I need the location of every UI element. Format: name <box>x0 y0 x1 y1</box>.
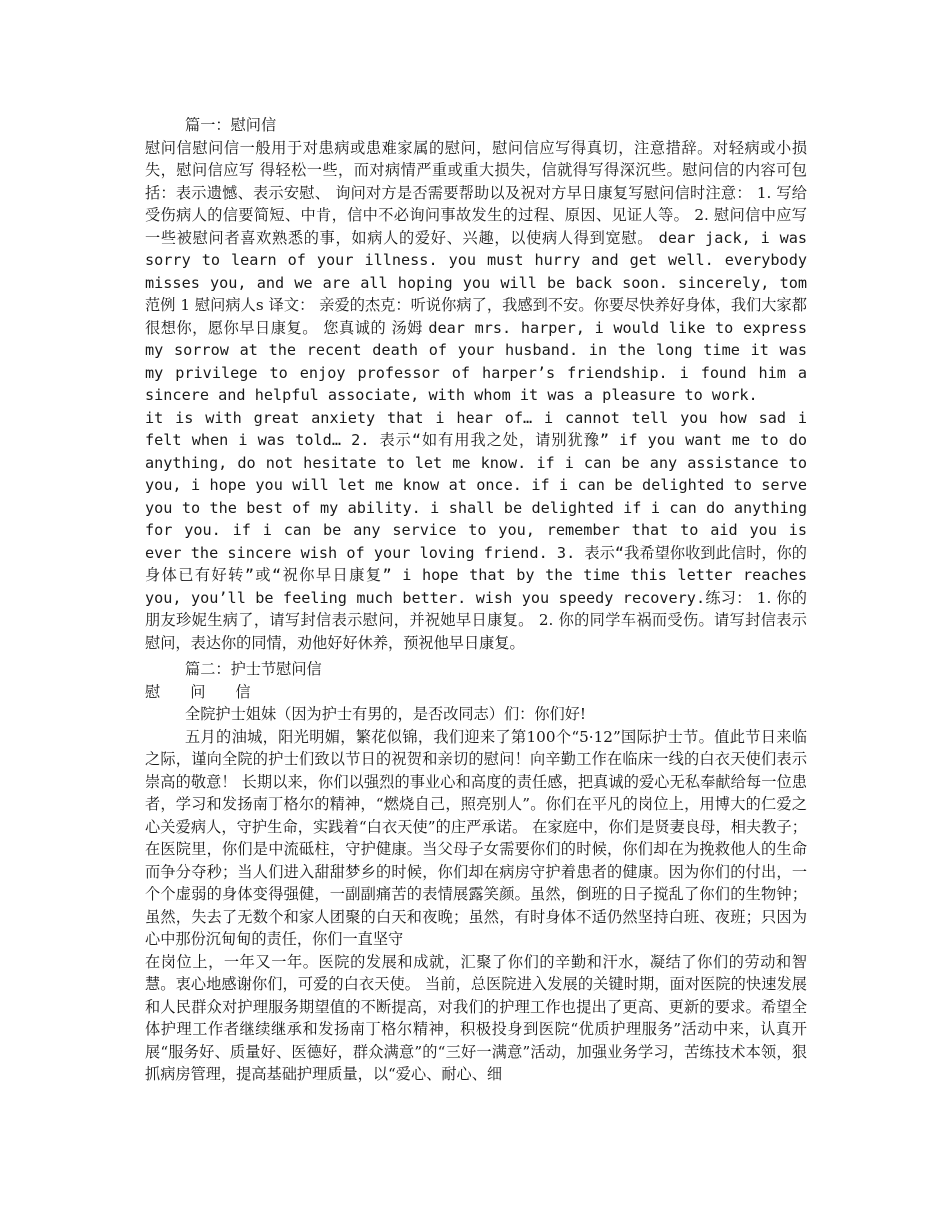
example1-translation: 范例 1 慰问病人s 译文： 亲爱的杰克：听说你病了，我感到不安。你要尽快养好身体，我们大家都很想你，愿你早日康复。 您真诚的 汤姆 <box>145 296 807 337</box>
example1-english: dear jack, i was sorry to learn of your illness. you must hurry and get well. everybody misses you, and we are all hoping you will be back soon. sincerely, tom <box>145 228 808 292</box>
section1-intro-text: 慰问信慰问信一般用于对患病或患难家属的慰问，慰问信应写得真切，注意措辞。对轻病或小损失，慰问信应写 得轻松一些，而对病情严重或重大损失，信就得写得深沉些。慰问信的内容可包括：表示遗憾、表示安慰、 询问对方是否需要帮助以及祝对方早日康复写慰问信时注意： 1. 写给受伤病人的信要简短、中肯，信中不必询问事故发生的过程、原因、见证人等。 2. 慰问信中应写一些被慰问者喜欢熟悉的事，如病人的爱好、兴趣，以使病人得到宽慰。 <box>145 138 807 247</box>
phrases-english: it is with great anxiety that i hear of… i cannot tell you how sad i felt when i was told… 2. 表示“如有用我之处，请别犹豫” if you want me to do anything, do not hesitate to let me know. if i can be any assistance to you, i hope you will let me know at once. if i can be delighted to serve you to the best of my ability. i shall be delighted if i can do anything for you. if i can be any service to you, remember that to aid you is ever the sincere wish of your loving friend. 3. 表示“我希望你收到此信时，你的身体已有好转”或“祝你早日康复” i hope that by the time this letter reaches you, you’ll be feeling much better. wish you speedy recovery. <box>145 408 807 607</box>
exercise-text: 练习： 1. 你的朋友珍妮生病了，请写封信表示慰问，并祝她早日康复。 2. 你的同学车祸而受伤。请写封信表示慰问，表达你的同情，劝他好好休养，预祝他早日康复。 <box>145 588 807 652</box>
section1-phrases-paragraph <box>145 407 807 655</box>
section2-heading: 篇二：护士节慰问信 <box>185 660 322 678</box>
letter-body-paragraph-1: 五月的油城，阳光明媚，繁花似锦，我们迎来了第100个“5·12”国际护士节。值此节日来临之际，谨向全院的护士们致以节日的祝贺和亲切的慰问！向辛勤工作在临床一线的白衣天使们表示崇高的敬意！ 长期以来，你们以强烈的事业心和高度的责任感，把真诚的爱心无私奉献给每一位患者，学习和发扬南丁格尔的精神，“燃烧自己，照亮别人”。你们在平凡的岗位上，用博大的仁爱之心关爱病人，守护生命，实践着“白衣天使”的庄严承诺。 在家庭中，你们是贤妻良母，相夫教子；在医院里，你们是中流砥柱，守护健康。当父母子女需要你们的时候，你们却在为挽救他人的生命而争分夺秒；当人们进入甜甜梦乡的时候，你们却在病房守护着患者的健康。因为你们的付出，一个个虚弱的身体变得强健，一副副痛苦的表情展露笑颜。虽然，倒班的日子搅乱了你们的生物钟；虽然，失去了无数个和家人团聚的白天和夜晚；虽然，有时身体不适仍然坚持白班、夜班；只因为心中那份沉甸甸的责任，你们一直坚守 <box>145 727 807 948</box>
document-page <box>145 114 807 1086</box>
section1-heading: 篇一：慰问信 <box>185 116 277 134</box>
example2-english: dear mrs. harper, i would like to express my sorrow at the recent death of your husband. in the long time it was my privilege to enjoy professor of harper’s friendship. i found him a sincere and helpful associate, with whom it was a pleasure to work. <box>145 318 808 404</box>
letter-title: 慰问信 <box>145 682 281 701</box>
letter-body-paragraph-2: 在岗位上，一年又一年。医院的发展和成就，汇聚了你们的辛勤和汗水，凝结了你们的劳动和智慧。衷心地感谢你们，可爱的白衣天使。 当前，总医院进入发展的关键时期，面对医院的快速发展和人民群众对护理服务期望值的不断提高，对我们的护理工作也提出了更高、更新的要求。希望全体护理工作者继续继承和发扬南丁格尔精神，积极投身到医院“优质护理服务”活动中来，认真开展“服务好、质量好、医德好，群众满意”的“三好一满意”活动，加强业务学习，苦练技术本领，狠抓病房管理，提高基础护理质量，以“爱心、耐心、细 <box>145 952 807 1083</box>
section1-intro-paragraph <box>145 137 807 407</box>
letter-greeting: 全院护士姐妹（因为护士有男的，是否改同志）们：你们好! <box>185 705 586 723</box>
